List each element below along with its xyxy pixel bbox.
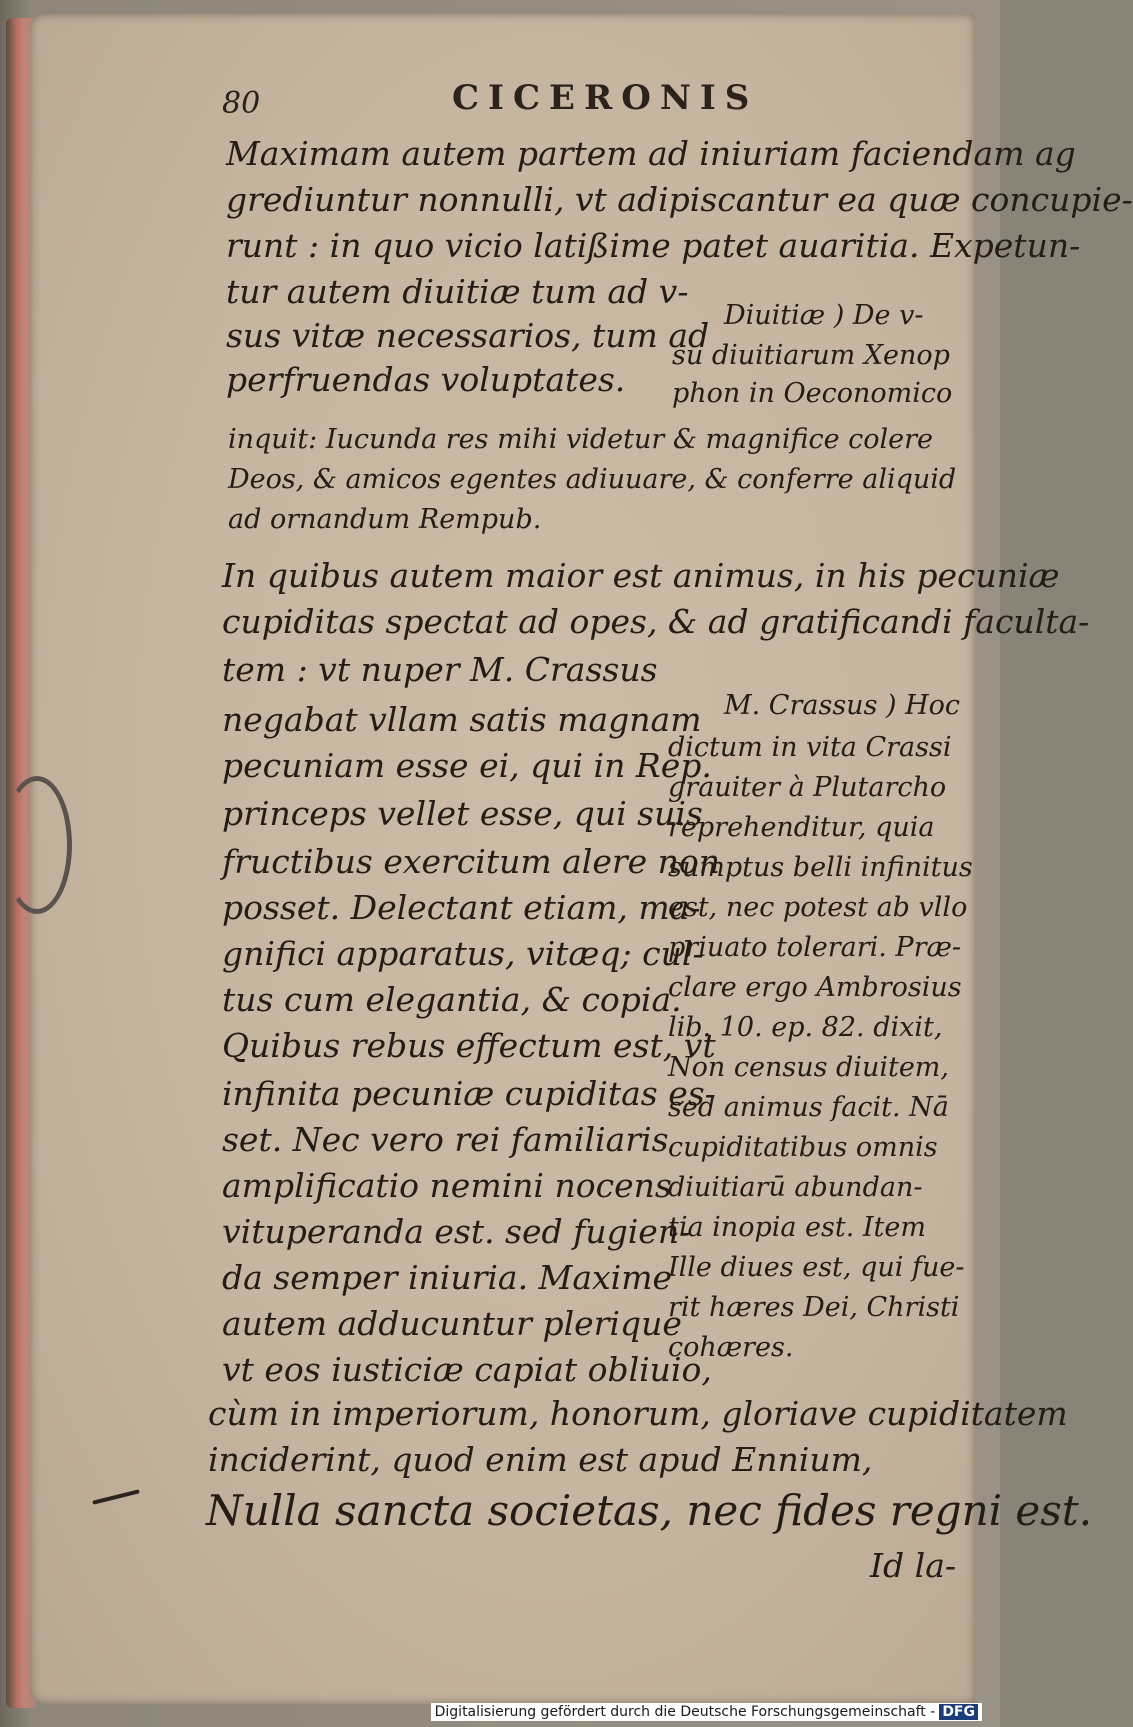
body-line: tem : vt nuper M. Crassus xyxy=(222,650,658,689)
body-line: pecuniam esse ei, qui in Rep. xyxy=(222,746,712,785)
note-line: priuato tolerari. Præ- xyxy=(668,932,962,963)
body-line: sus vitæ necessarios, tum ad xyxy=(226,316,710,355)
body-line: da semper iniuria. Maxime xyxy=(222,1258,673,1297)
body-line: cùm in imperiorum, honorum, gloriave cupiditatem xyxy=(208,1394,1068,1433)
binding-ring xyxy=(2,776,72,914)
body-line: infinita pecuniæ cupiditas es- xyxy=(222,1074,716,1113)
note-line: dictum in vita Crassi xyxy=(668,732,952,763)
body-line: Maximam autem partem ad iniuriam faciendam ag xyxy=(226,134,1076,173)
note-line: Ille diues est, qui fue- xyxy=(668,1252,965,1283)
note-line: Deos, & amicos egentes adiuuare, & conferre aliquid xyxy=(228,464,957,495)
body-line: tus cum elegantia, & copia. xyxy=(222,980,682,1019)
note-line: Diuitiæ ) De v- xyxy=(724,300,924,331)
note-line: lib. 10. ep. 82. dixit, xyxy=(668,1012,943,1043)
body-line: set. Nec vero rei familiaris xyxy=(222,1120,669,1159)
note-line: cohæres. xyxy=(668,1332,794,1363)
note-line: Non census diuitem, xyxy=(668,1052,949,1083)
note-line: M. Crassus ) Hoc xyxy=(724,690,961,721)
catchword: Id la- xyxy=(870,1546,957,1585)
credit-text: Digitalisierung gefördert durch die Deutsche Forschungsgemeinschaft - xyxy=(434,1704,936,1720)
digitization-credit xyxy=(431,1703,982,1721)
dfg-logo: DFG xyxy=(939,1704,978,1720)
note-line: phon in Oeconomico xyxy=(672,378,953,409)
body-line: tur autem diuitiæ tum ad v- xyxy=(226,272,689,311)
body-line: gnifici apparatus, vitæq; cul- xyxy=(222,934,704,973)
note-line: sed animus facit. Nā xyxy=(668,1092,949,1123)
body-line: In quibus autem maior est animus, in his pecuniæ xyxy=(222,556,1060,595)
note-line: diuitiarū abundan- xyxy=(668,1172,923,1203)
note-line: clare ergo Ambrosius xyxy=(668,972,962,1003)
body-line: amplificatio nemini nocens xyxy=(222,1166,672,1205)
body-line: Quibus rebus effectum est, vt xyxy=(222,1026,716,1065)
body-line: fructibus exercitum alere non xyxy=(222,842,721,881)
body-line: posset. Delectant etiam, ma- xyxy=(222,888,701,927)
quote-line: Nulla sancta societas, nec fides regni est. xyxy=(206,1486,1093,1535)
body-line: grediuntur nonnulli, vt adipiscantur ea quæ concupie- xyxy=(226,180,1133,219)
body-line: negabat vllam satis magnam xyxy=(222,700,702,739)
body-line: vituperanda est. sed fugien- xyxy=(222,1212,691,1251)
body-line: perfruendas voluptates. xyxy=(226,360,626,399)
body-line: princeps vellet esse, qui suis xyxy=(222,794,703,833)
note-line: est, nec potest ab vllo xyxy=(668,892,968,923)
note-line: inquit: Iucunda res mihi videtur & magnifice colere xyxy=(228,424,934,455)
body-line: runt : in quo vicio latißime patet auaritia. Expetun- xyxy=(226,226,1081,265)
page-number: 80 xyxy=(222,86,261,121)
note-line: sumptus belli infinitus xyxy=(668,852,973,883)
body-line: cupiditas spectat ad opes, & ad gratificandi faculta- xyxy=(222,602,1090,641)
note-line: ad ornandum Rempub. xyxy=(228,504,542,535)
body-line: autem adducuntur plerique xyxy=(222,1304,682,1343)
body-line: vt eos iusticiæ capiat obliuio, xyxy=(222,1350,712,1389)
note-line: tia inopia est. Item xyxy=(668,1212,926,1243)
note-line: reprehenditur, quia xyxy=(668,812,935,843)
note-line: grauiter à Plutarcho xyxy=(668,772,947,803)
running-head: CICERONIS xyxy=(452,78,759,118)
note-line: rit hæres Dei, Christi xyxy=(668,1292,960,1323)
note-line: cupiditatibus omnis xyxy=(668,1132,938,1163)
note-line: su diuitiarum Xenop xyxy=(672,340,950,371)
body-line: inciderint, quod enim est apud Ennium, xyxy=(208,1440,873,1479)
